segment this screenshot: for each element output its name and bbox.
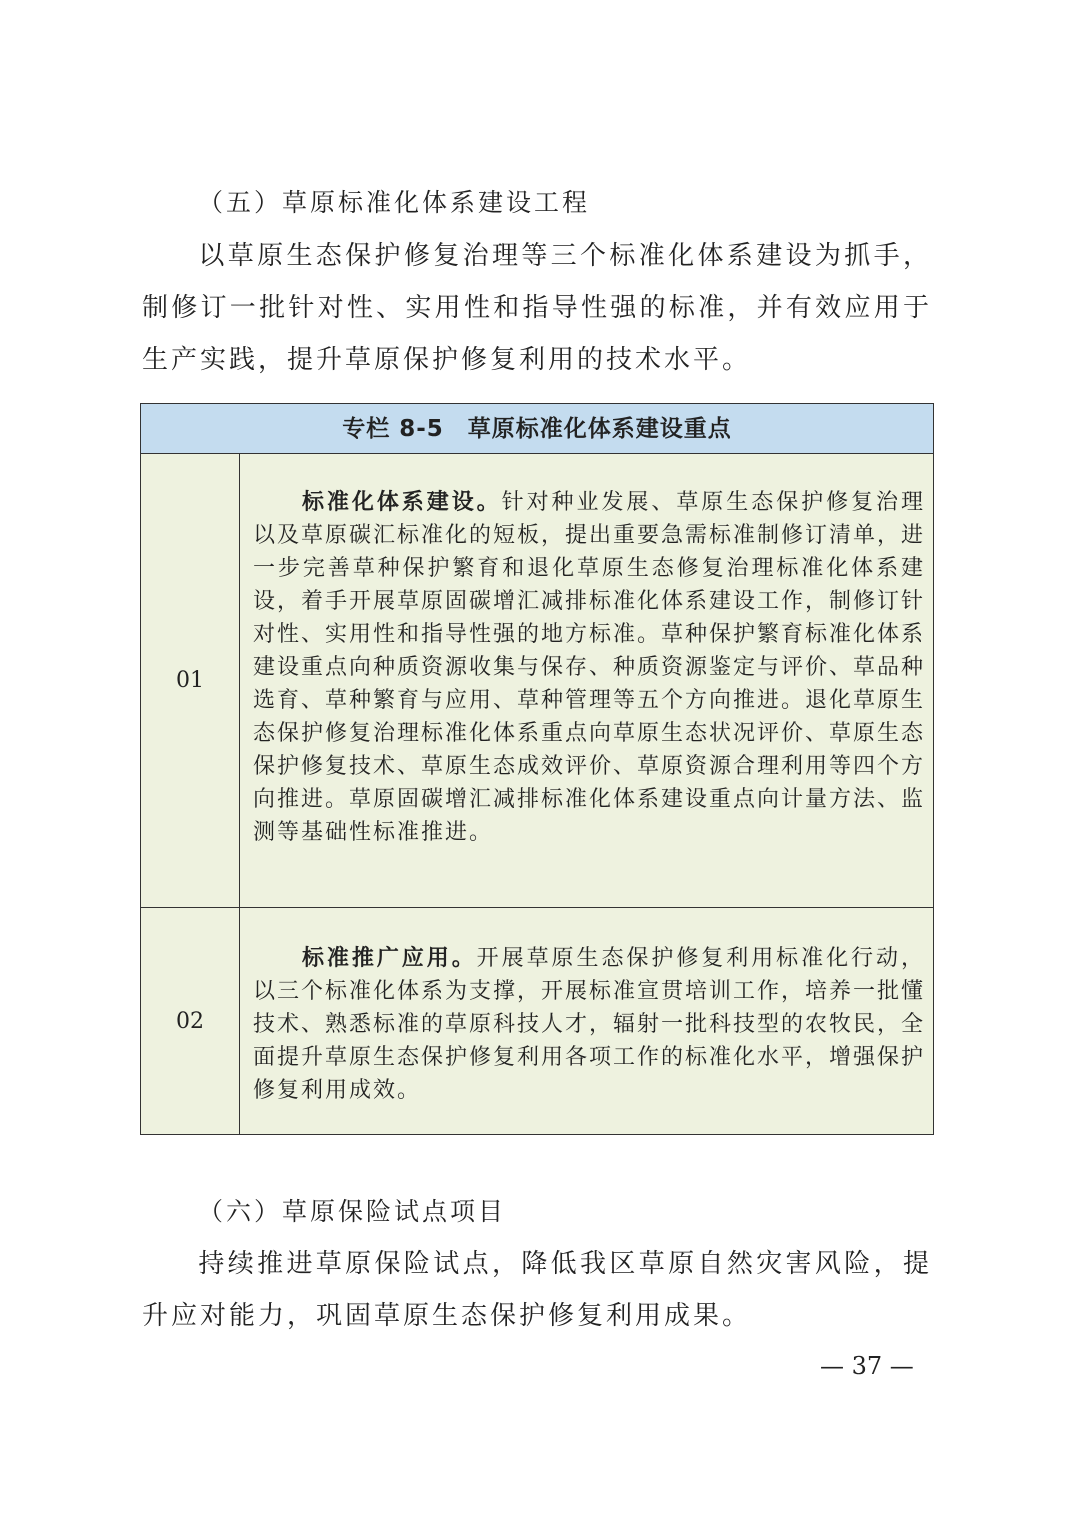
section-heading: （六）草原保险试点项目 [198, 1197, 507, 1226]
row-lead: 标准推广应用。 [301, 945, 477, 971]
row-text: 开展草原生态保护修复利用标准化行动，以三个标准化体系为支撑，开展标准宣贯培训工作，培养一批懂技术、熟悉标准的草原科技人才，辐射一批科技型的农牧民，全面提升草原生态保护修复利用各项工作的标准化水平，增强保护修复利用成效。 [253, 946, 926, 1103]
special-column-box [140, 403, 934, 1135]
paragraph-text: 持续推进草原保险试点，降低我区草原自然灾害风险，提升应对能力，巩固草原生态保护修复利用成果。 [142, 1249, 932, 1331]
box-title: 专栏 8-5 草原标准化体系建设重点 [141, 404, 933, 454]
page-number: — 37 — [820, 1352, 914, 1380]
section-paragraph [142, 230, 932, 386]
section-heading: （五）草原标准化体系建设工程 [198, 188, 591, 217]
row-content [253, 486, 925, 849]
section-paragraph [142, 1238, 932, 1342]
table-row [141, 908, 933, 1134]
table-row [141, 454, 933, 908]
row-lead: 标准化体系建设。 [301, 489, 502, 515]
paragraph-text: 以草原生态保护修复治理等三个标准化体系建设为抓手，制修订一批针对性、实用性和指导性强的标准，并有效应用于生产实践，提升草原保护修复利用的技术水平。 [142, 241, 932, 375]
row-text: 针对种业发展、草原生态保护修复治理以及草原碳汇标准化的短板，提出重要急需标准制修订清单，进一步完善草种保护繁育和退化草原生态修复治理标准化体系建设，着手开展草原固碳增汇减排标准化体系建设工作，制修订针对性、实用性和指导性强的地方标准。草种保护繁育标准化体系建设重点向种质资源收集与保存、种质资源鉴定与评价、草品种选育、草种繁育与应用、草种管理等五个方向推进。退化草原生态保护修复治理标准化体系重点向草原生态状况评价、草原生态保护修复技术、草原生态成效评价、草原资源合理利用等四个方向推进。草原固碳增汇减排标准化体系建设重点向计量方法、监测等基础性标准推进。 [253, 490, 926, 845]
row-number: 02 [141, 908, 240, 1134]
row-content [253, 942, 925, 1107]
row-number: 01 [141, 454, 240, 907]
